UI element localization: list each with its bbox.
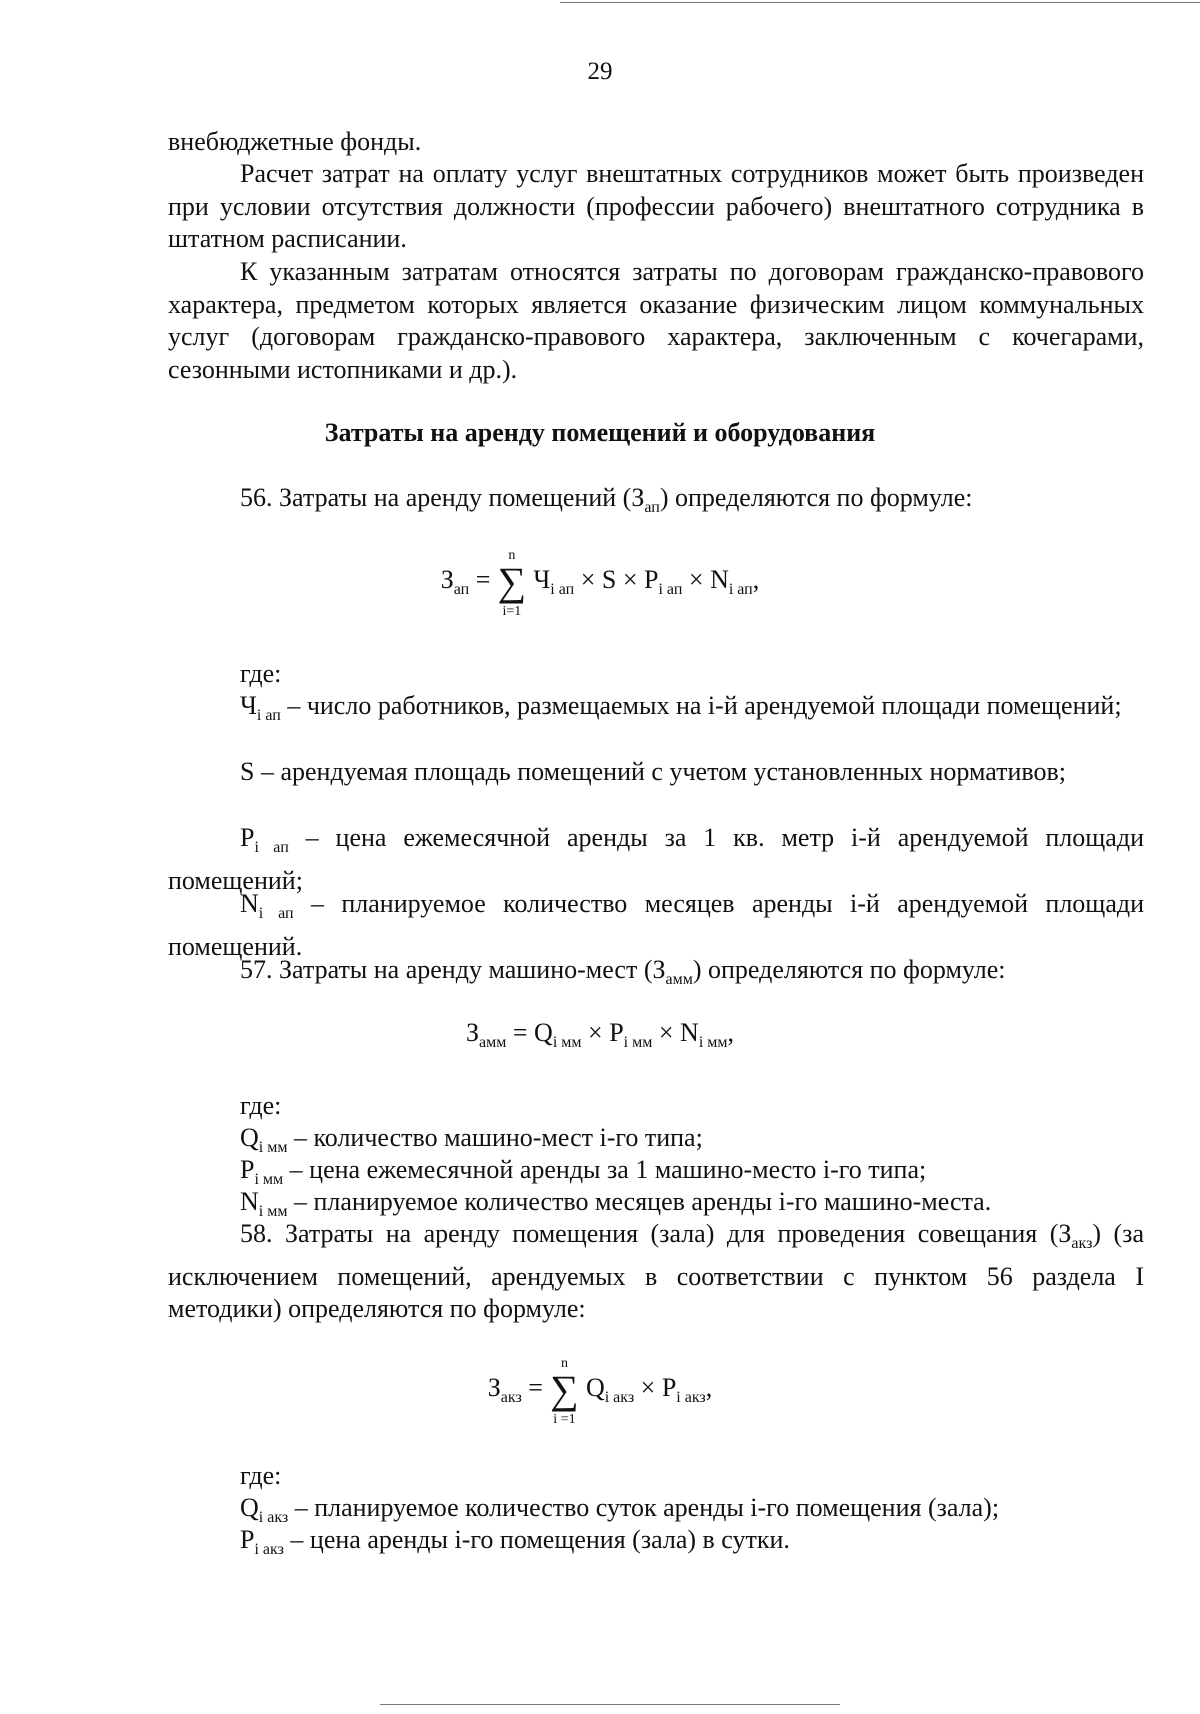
item-56-lead-end: ) определяются по формуле: — [659, 483, 973, 512]
item-56-def-4 — [168, 888, 1144, 963]
def-56-1-sub: i ап — [256, 707, 281, 725]
f56-lhs: З — [440, 564, 454, 594]
item-57-lead — [168, 954, 1144, 997]
def-57-3-text: – планируемое количество месяцев аренды i-го машино-места. — [287, 1187, 992, 1216]
f57-t3: N — [680, 1018, 699, 1047]
scan-edge-bottom — [380, 1704, 840, 1705]
f58-sum — [549, 1356, 579, 1427]
item-57-where: где: — [240, 1091, 282, 1120]
f58-t2: P — [661, 1372, 677, 1402]
f58-sum-bot: i =1 — [553, 1412, 576, 1427]
f56-eq: = — [475, 564, 491, 594]
f57-t3-sub: i мм — [698, 1034, 728, 1052]
def-56-3-text: – цена ежемесячной аренды за 1 кв. метр i-й арендуемой площади помещений; — [168, 823, 1144, 895]
item-56-lead — [168, 482, 1144, 525]
def-58-2-sym: P — [240, 1525, 255, 1554]
formula-56 — [0, 548, 1200, 619]
f57-times-1: × — [588, 1018, 603, 1047]
f56-times-3: × — [688, 564, 704, 594]
f56-t3: P — [644, 564, 659, 594]
item-57-lead-text: 57. Затраты на аренду машино-мест (З — [240, 955, 666, 984]
f58-lhs-sub: акз — [500, 1389, 522, 1407]
f57-eq: = — [512, 1018, 528, 1047]
f56-lhs-sub: ап — [453, 581, 470, 599]
sigma-icon: ∑ — [497, 559, 527, 604]
f56-end: , — [752, 564, 760, 594]
f57-t1: Q — [534, 1018, 553, 1047]
item-58-where: где: — [240, 1461, 282, 1490]
item-56-lead-text: 56. Затраты на аренду помещений (З — [240, 483, 645, 512]
def-56-4-text: – планируемое количество месяцев аренды i-й арендуемой площади помещений. — [168, 889, 1144, 961]
def-56-2-sym: S — [240, 757, 255, 786]
scan-edge-top — [560, 2, 1200, 3]
item-58-def-2 — [168, 1524, 1144, 1567]
f58-t1: Q — [585, 1372, 605, 1402]
item-56-where: где: — [240, 659, 282, 688]
def-56-4-sym: N — [240, 889, 259, 918]
def-57-2-text: – цена ежемесячной аренды за 1 машино-место i-го типа; — [283, 1155, 927, 1184]
item-57-lead-end: ) определяются по формуле: — [692, 955, 1006, 984]
sigma-icon: ∑ — [550, 1367, 579, 1412]
paragraph-continuation: внебюджетные фонды. — [168, 127, 422, 156]
f56-t1: Ч — [533, 564, 551, 594]
def-58-2-sub: i акз — [254, 1541, 284, 1559]
def-56-4-sub: i ап — [258, 905, 294, 923]
def-57-1-sym: Q — [240, 1123, 259, 1152]
item-56-def-2 — [168, 756, 1144, 789]
def-57-1-text: – количество машино-мест i-го типа; — [287, 1123, 703, 1152]
def-57-2-sym: P — [240, 1155, 255, 1184]
def-57-3-sym: N — [240, 1187, 259, 1216]
paragraph-contract-costs: К указанным затратам относятся затраты по договорам гражданско-правового характера, предметом которых является оказание физическим лицом коммунальных услуг (договорам гражданско-правового характера, заключенным с кочегарами, сезонными истопниками и др.). — [168, 257, 1144, 384]
item-58-lead-end: ) (за исключением помещений, арендуемых в соответствии с пунктом 56 раздела I методики) определяются по формуле: — [168, 1219, 1144, 1324]
item-57-lead-sub: амм — [665, 971, 693, 989]
f58-t2-sub: i акз — [676, 1389, 706, 1407]
def-57-1-sub: i мм — [258, 1139, 288, 1157]
def-58-1-text: – планируемое количество суток аренды i-го помещения (зала); — [288, 1493, 1000, 1522]
f58-eq: = — [528, 1372, 543, 1402]
formula-57 — [0, 1018, 1200, 1052]
def-56-1-sym: Ч — [240, 691, 257, 720]
f56-t2: S — [601, 564, 617, 594]
f58-end: , — [705, 1372, 713, 1402]
item-56-def-3 — [168, 822, 1144, 897]
section-heading: Затраты на аренду помещений и оборудования — [324, 418, 876, 447]
def-58-1-sub: i акз — [258, 1509, 289, 1527]
f58-t1-sub: i акз — [604, 1389, 635, 1407]
f57-lhs-sub: амм — [479, 1034, 507, 1052]
def-56-3-sym: P — [240, 823, 255, 852]
f57-t2-sub: i мм — [623, 1034, 653, 1052]
f58-lhs: З — [487, 1372, 501, 1402]
f56-times-1: × — [580, 564, 596, 594]
def-57-2-sub: i мм — [254, 1171, 284, 1189]
def-56-1-text: – число работников, размещаемых на i-й арендуемой площади помещений; — [280, 691, 1122, 720]
def-57-3-sub: i мм — [258, 1203, 288, 1221]
page-number: 29 — [587, 58, 613, 85]
f57-lhs: З — [465, 1018, 479, 1047]
f56-sum-bot: i=1 — [502, 604, 522, 619]
f56-t3-sub: i ап — [658, 581, 683, 599]
def-56-2-text: – арендуемая площадь помещений с учетом установленных нормативов; — [254, 757, 1067, 786]
f56-sum — [497, 548, 527, 619]
f56-sum-top: n — [508, 548, 516, 563]
paragraph-staff-costs: Расчет затрат на оплату услуг внештатных сотрудников может быть произведен при условии отсутствия должности (профессии рабочего) внештатного сотрудника в штатном расписании. — [168, 159, 1144, 253]
f57-t1-sub: i мм — [552, 1034, 582, 1052]
def-58-1-sym: Q — [240, 1493, 259, 1522]
f58-sum-top: n — [560, 1356, 568, 1371]
def-56-3-sub: i ап — [254, 839, 289, 857]
f57-end: , — [727, 1018, 735, 1047]
formula-58 — [0, 1356, 1200, 1427]
f58-times-1: × — [640, 1372, 656, 1402]
f56-t4-sub: i ап — [728, 581, 753, 599]
item-56-lead-sub: ап — [644, 499, 660, 517]
def-58-2-text: – цена аренды i-го помещения (зала) в сутки. — [283, 1525, 790, 1554]
f56-t1-sub: i ап — [550, 581, 575, 599]
f56-times-2: × — [622, 564, 638, 594]
item-56-def-1 — [168, 690, 1144, 733]
f57-times-2: × — [658, 1018, 674, 1047]
f56-t4: N — [710, 564, 729, 594]
item-58-lead-text: 58. Затраты на аренду помещения (зала) для проведения совещания (З — [240, 1219, 1072, 1248]
item-58-lead — [168, 1218, 1144, 1326]
item-58-lead-sub: акз — [1071, 1235, 1093, 1253]
f57-t2: P — [609, 1018, 624, 1047]
